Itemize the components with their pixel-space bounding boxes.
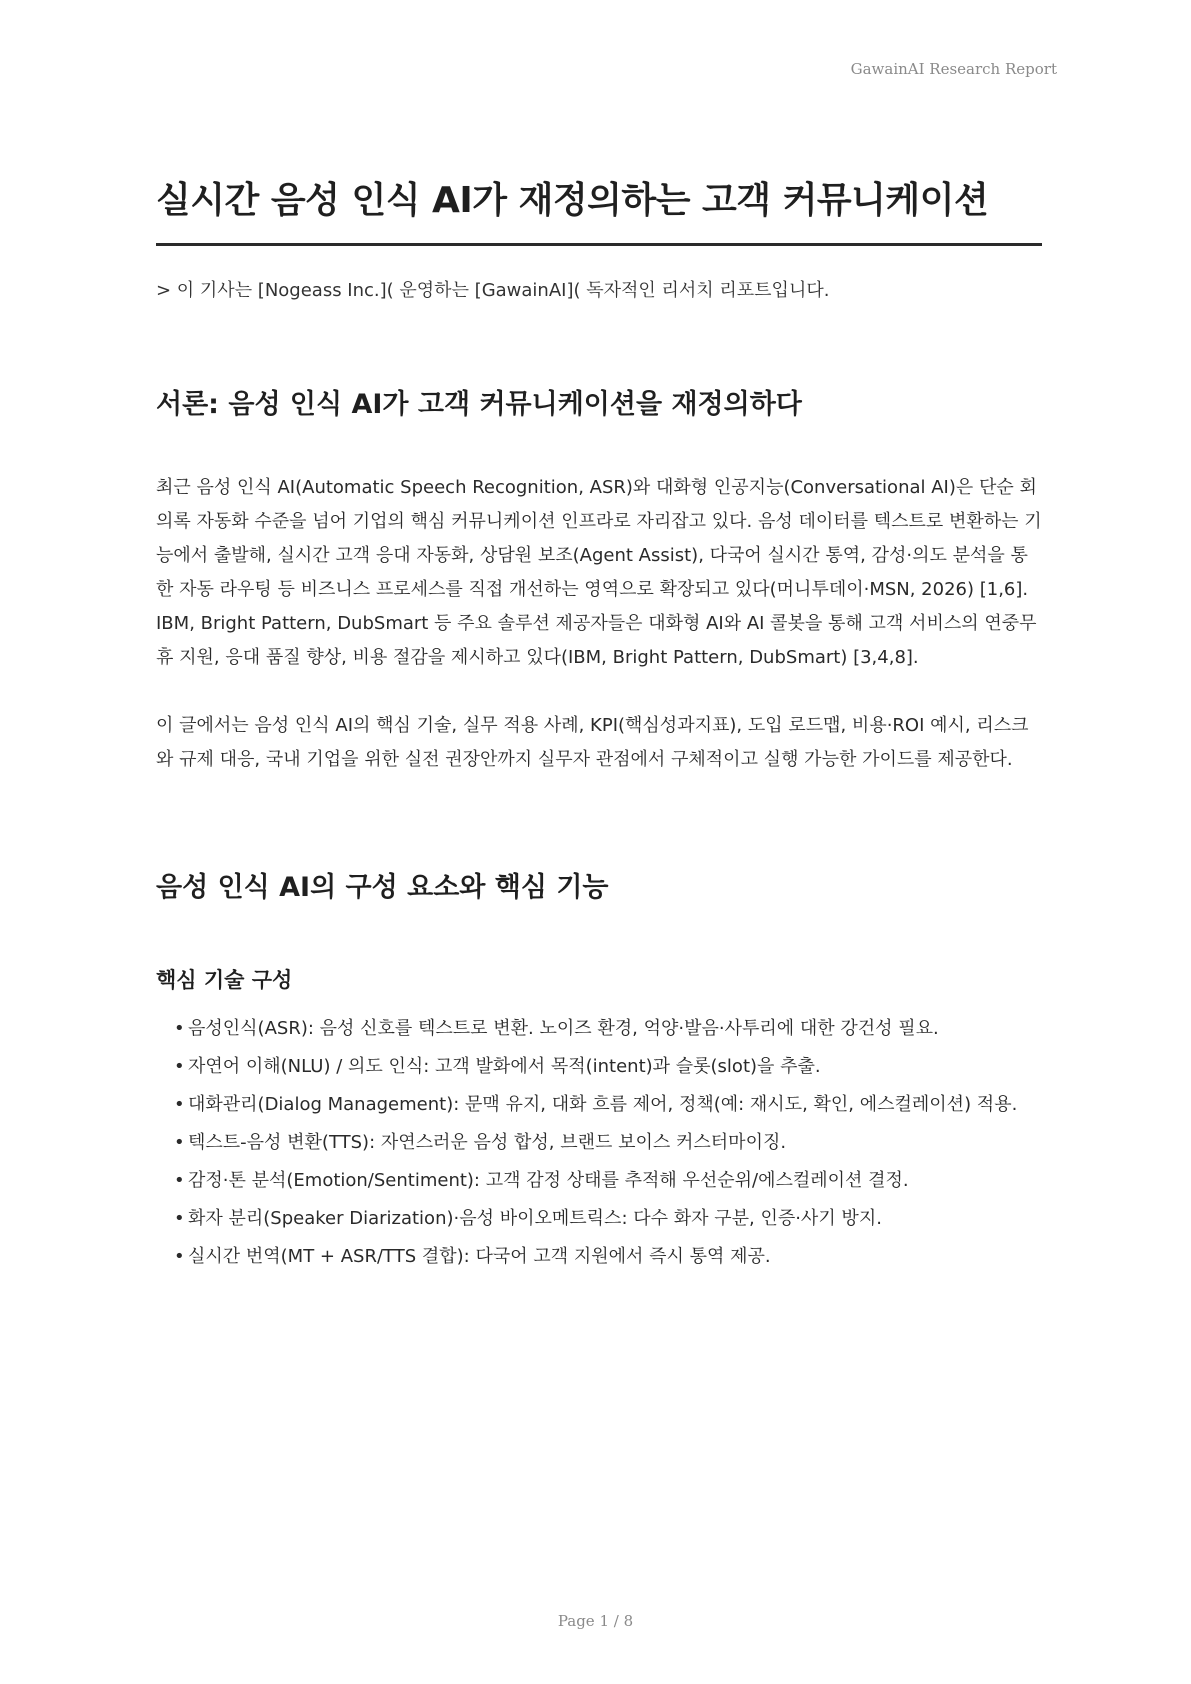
list-item-text: 텍스트-음성 변환(TTS): 자연스러운 음성 합성, 브랜드 보이스 커스터마이징. (188, 1132, 787, 1153)
list-item (174, 1202, 1042, 1235)
bullet-marker: • (174, 1170, 185, 1191)
list-item-text: 음성인식(ASR): 음성 신호를 텍스트로 변환. 노이즈 환경, 억양·발음·사투리에 대한 강건성 필요. (188, 1018, 939, 1039)
intro-paragraph-2: 이 글에서는 음성 인식 AI의 핵심 기술, 실무 적용 사례, KPI(핵심성과지표), 도입 로드맵, 비용·ROI 예시, 리스크와 규제 대응, 국내 기업을 위한 실전 권장안까지 실무자 관점에서 구체적이고 실행 가능한 가이드를 제공한다. (156, 715, 1029, 770)
core-tech-list (156, 1012, 1042, 1273)
document-title: 실시간 음성 인식 AI가 재정의하는 고객 커뮤니케이션 (156, 172, 1042, 246)
section-heading-components: 음성 인식 AI의 구성 요소와 핵심 기능 (156, 872, 609, 903)
bullet-marker: • (174, 1246, 185, 1267)
list-item-text: 화자 분리(Speaker Diarization)·음성 바이오메트릭스: 다수 화자 구분, 인증·사기 방지. (188, 1208, 882, 1229)
list-item (174, 1240, 1042, 1273)
source-notice: > 이 기사는 [Nogeass Inc.]( 운영하는 [GawainAI]( 독자적인 리서치 리포트입니다. (156, 280, 830, 301)
list-item (174, 1012, 1042, 1045)
list-item-text: 실시간 번역(MT + ASR/TTS 결합): 다국어 고객 지원에서 즉시 통역 제공. (188, 1246, 771, 1267)
list-item-text: 대화관리(Dialog Management): 문맥 유지, 대화 흐름 제어, 정책(예: 재시도, 확인, 에스컬레이션) 적용. (188, 1094, 1018, 1115)
list-item (174, 1050, 1042, 1083)
intro-paragraph-1: 최근 음성 인식 AI(Automatic Speech Recognition, ASR)와 대화형 인공지능(Conversational AI)은 단순 회의록 자동화 수준을 넘어 기업의 핵심 커뮤니케이션 인프라로 자리잡고 있다. 음성 데이터를 텍스트로 변환하는 기능에서 출발해, 실시간 고객 응대 자동화, 상담원 보조(Agent Assist), 다국어 실시간 통역, 감성·의도 분석을 통한 자동 라우팅 등 비즈니스 프로세스를 직접 개선하는 영역으로 확장되고 있다(머니투데이·MSN, 2026) [1,6]. IBM, Bright Pattern, DubSmart 등 주요 솔루션 제공자들은 대화형 AI와 AI 콜봇을 통해 고객 서비스의 연중무휴 지원, 응대 품질 향상, 비용 절감을 제시하고 있다(IBM, Bright Pattern, DubSmart) [3,4,8]. (156, 477, 1042, 668)
bullet-marker: • (174, 1132, 185, 1153)
bullet-marker: • (174, 1018, 185, 1039)
document-body (156, 172, 1042, 1278)
list-item (174, 1164, 1042, 1197)
list-item-text: 감정·톤 분석(Emotion/Sentiment): 고객 감정 상태를 추적해 우선순위/에스컬레이션 결정. (188, 1170, 909, 1191)
subheading-core-tech: 핵심 기술 구성 (156, 968, 293, 992)
list-item (174, 1088, 1042, 1121)
bullet-marker: • (174, 1056, 185, 1077)
list-item (174, 1126, 1042, 1159)
bullet-marker: • (174, 1208, 185, 1229)
list-item-text: 자연어 이해(NLU) / 의도 인식: 고객 발화에서 목적(intent)과 슬롯(slot)을 추출. (188, 1056, 821, 1077)
section-heading-intro: 서론: 음성 인식 AI가 고객 커뮤니케이션을 재정의하다 (156, 389, 802, 420)
bullet-marker: • (174, 1094, 185, 1115)
running-header: GawainAI Research Report (850, 60, 1057, 78)
page-number: Page 1 / 8 (557, 1612, 634, 1630)
